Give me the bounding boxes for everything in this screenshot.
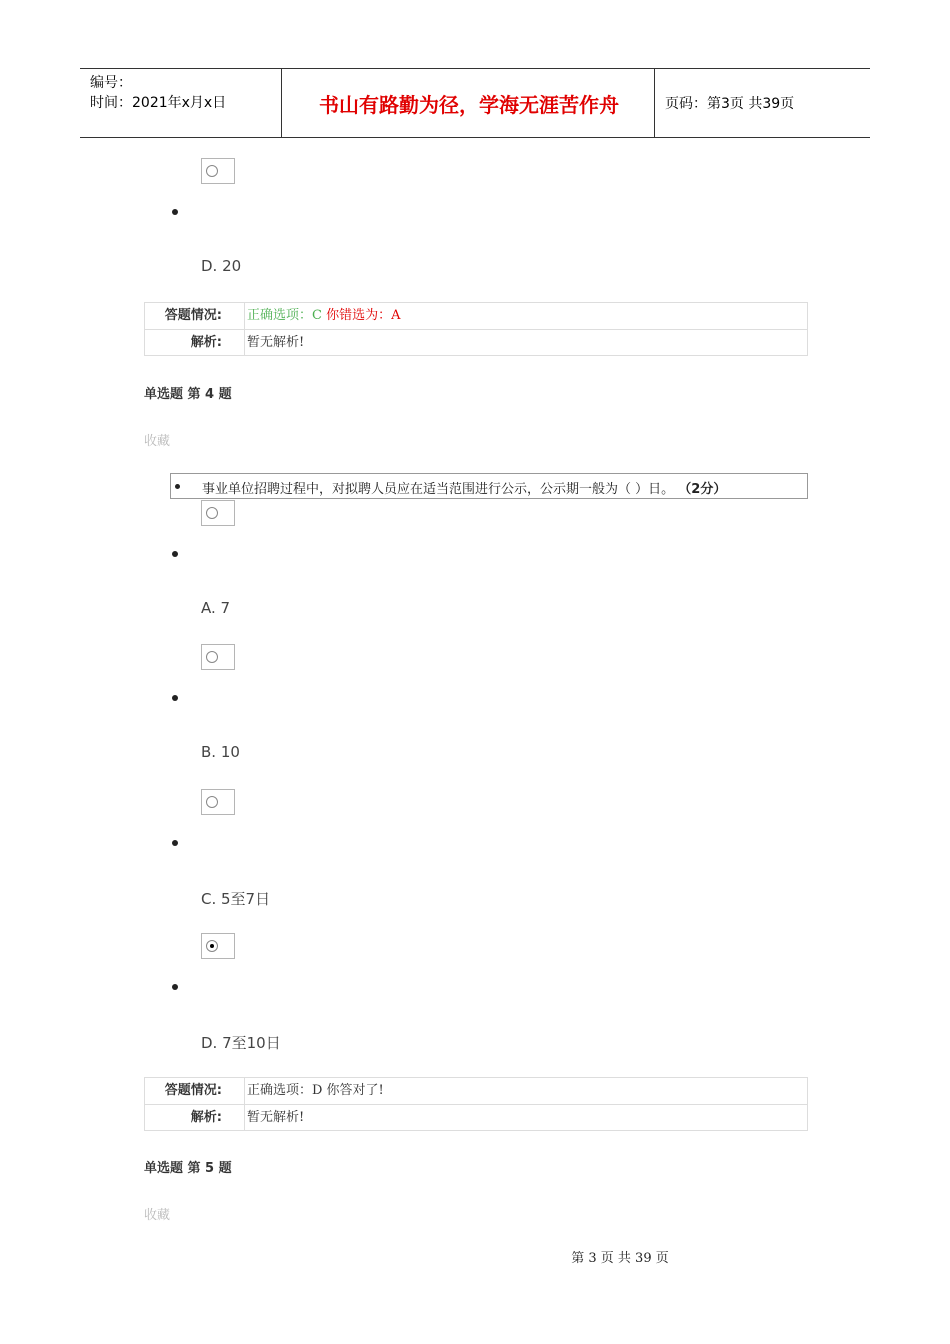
favorite-link[interactable]: 收藏 xyxy=(144,1208,171,1223)
answer-row xyxy=(145,303,807,329)
option-label-c: C. 5至7日 xyxy=(201,890,271,908)
analysis-value: 暂无解析! xyxy=(247,1110,305,1125)
question-heading: 单选题 第 5 题 xyxy=(144,1161,232,1176)
analysis-value: 暂无解析! xyxy=(247,335,305,350)
bullet-icon xyxy=(172,209,178,215)
radio-option-a[interactable] xyxy=(201,500,235,526)
analysis-row xyxy=(145,1104,807,1131)
bullet-icon xyxy=(172,984,178,990)
option-label-prev-d: D. 20 xyxy=(201,257,242,275)
radio-option-b[interactable] xyxy=(201,644,235,670)
code-label: 编号： xyxy=(90,75,132,91)
page-footer: 第 3 页 共 39 页 xyxy=(571,1251,669,1266)
option-label-b: B. 10 xyxy=(201,743,240,761)
document-header xyxy=(80,68,870,138)
question-text: 事业单位招聘过程中，对拟聘人员应在适当范围进行公示，公示期一般为（ ）日。 （2分） xyxy=(202,482,727,497)
question-text-box xyxy=(170,473,808,499)
answer-label: 答题情况: xyxy=(145,303,245,329)
analysis-label: 解析: xyxy=(145,330,245,356)
radio-circle-icon[interactable] xyxy=(206,651,218,663)
radio-circle-icon[interactable] xyxy=(206,507,218,519)
radio-option-c[interactable] xyxy=(201,789,235,815)
correct-option-text: 正确选项：C xyxy=(247,308,322,323)
bullet-icon xyxy=(172,695,178,701)
header-motto: 书山有路勤为径，学海无涯苦作舟 xyxy=(319,93,619,117)
answer-table-q4 xyxy=(144,1077,808,1131)
bullet-icon xyxy=(175,484,180,489)
wrong-option-text: 你错选为：A xyxy=(326,308,401,323)
radio-circle-icon[interactable] xyxy=(206,165,218,177)
radio-circle-icon[interactable] xyxy=(206,796,218,808)
bullet-icon xyxy=(172,840,178,846)
analysis-row xyxy=(145,329,807,356)
bullet-icon xyxy=(172,551,178,557)
answer-row xyxy=(145,1078,807,1104)
option-label-d: D. 7至10日 xyxy=(201,1034,281,1052)
favorite-link[interactable]: 收藏 xyxy=(144,434,171,449)
answer-value: 正确选项：D 你答对了! xyxy=(247,1083,384,1098)
answer-table-prev xyxy=(144,302,808,356)
radio-option-prev-d[interactable] xyxy=(201,158,235,184)
option-label-a: A. 7 xyxy=(201,599,231,617)
question-score: （2分） xyxy=(678,482,727,497)
time-label: 时间：2021年x月x日 xyxy=(90,95,227,111)
radio-option-d[interactable] xyxy=(201,933,235,959)
radio-circle-icon[interactable] xyxy=(206,940,218,952)
header-page-label: 页码：第3页 共39页 xyxy=(665,96,795,112)
answer-value xyxy=(245,303,400,329)
header-meta xyxy=(90,73,226,113)
answer-label: 答题情况: xyxy=(145,1078,245,1104)
analysis-label: 解析: xyxy=(145,1105,245,1131)
header-divider xyxy=(654,69,655,137)
question-heading: 单选题 第 4 题 xyxy=(144,387,232,402)
